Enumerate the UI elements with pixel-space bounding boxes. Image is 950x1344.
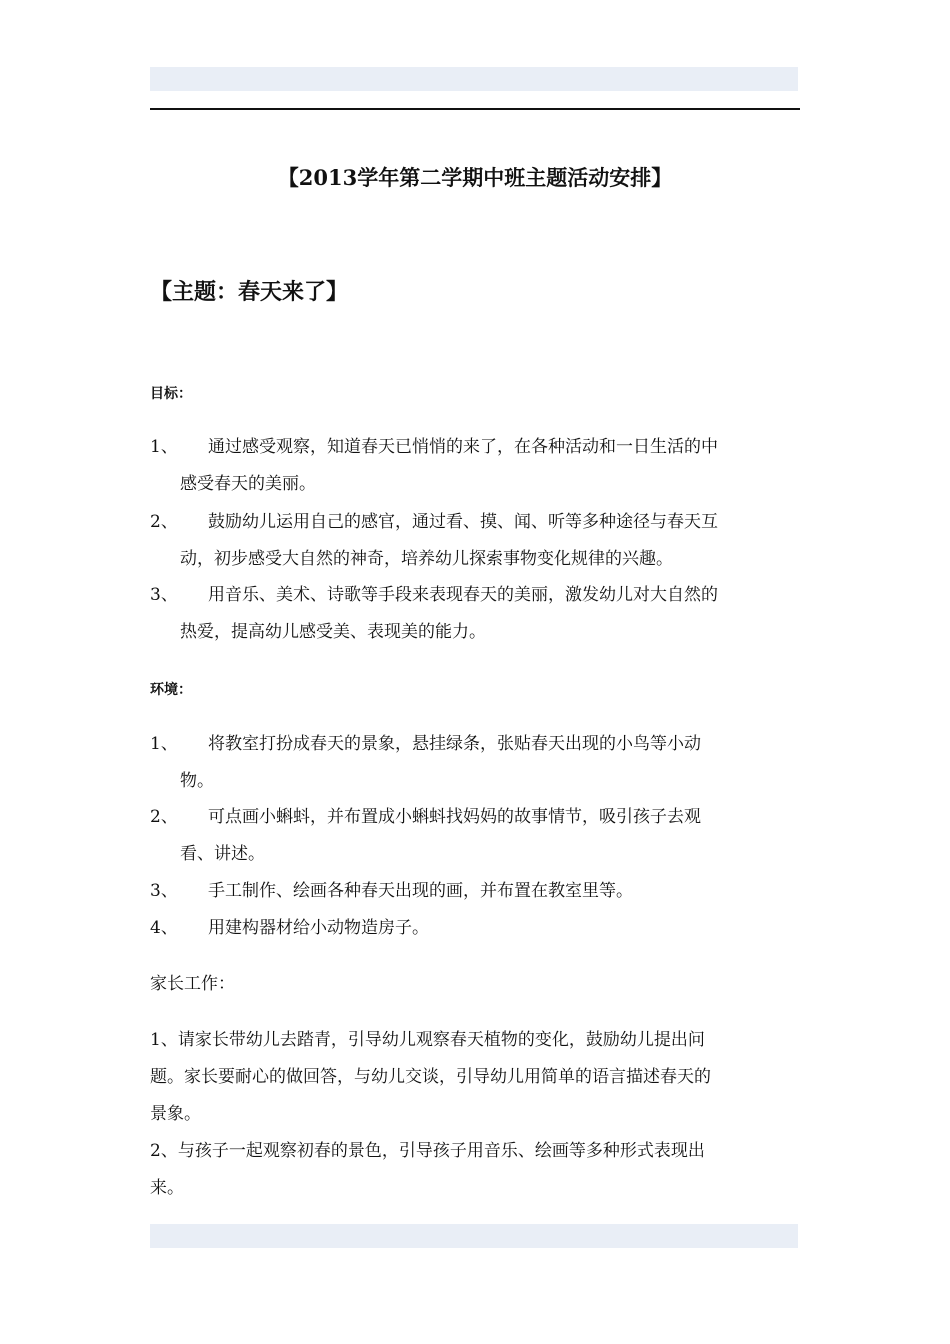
goal-item-text: 用音乐、美术、诗歌等手段来表现春天的美丽，激发幼儿对大自然的	[208, 585, 718, 605]
environment-item-text-continued: 看、讲述。	[180, 844, 265, 864]
parents-label: 家长工作：	[150, 974, 235, 994]
paragraph-line: 题。家长要耐心的做回答，与幼儿交谈，引导幼儿用简单的语言描述春天的	[150, 1067, 711, 1087]
environment-item-number: 3、	[150, 881, 178, 901]
paragraph-line: 景象。	[150, 1104, 201, 1124]
goal-item-text-continued: 感受春天的美丽。	[180, 474, 316, 494]
environment-item	[150, 726, 790, 800]
goal-item-number: 1、	[150, 437, 178, 457]
goal-item-number: 3、	[150, 585, 178, 605]
paragraph-line: 2、与孩子一起观察初春的景色，引导孩子用音乐、绘画等多种形式表现出	[150, 1141, 705, 1161]
goals-label: 目标：	[150, 386, 192, 402]
environment-item-number: 1、	[150, 734, 178, 754]
environment-item-text: 用建构器材给小动物造房子。	[208, 918, 429, 938]
environment-item-text: 将教室打扮成春天的景象，悬挂绿条，张贴春天出现的小鸟等小动	[208, 734, 701, 754]
paragraph-line: 来。	[150, 1178, 184, 1198]
environment-item	[150, 910, 790, 947]
goal-item	[150, 577, 790, 651]
goal-item-number: 2、	[150, 512, 178, 532]
environment-item	[150, 799, 790, 873]
environment-item-number: 2、	[150, 807, 178, 827]
paragraph-line: 1、请家长带幼儿去踏青，引导幼儿观察春天植物的变化，鼓励幼儿提出问	[150, 1030, 705, 1050]
header-band	[150, 67, 798, 91]
theme-title: 【主题：春天来了】	[150, 279, 349, 305]
environment-item-text: 手工制作、绘画各种春天出现的画，并布置在教室里等。	[208, 881, 633, 901]
goal-item	[150, 429, 790, 503]
parents-paragraph	[150, 1133, 800, 1207]
environment-item	[150, 873, 790, 910]
goal-item-text: 鼓励幼儿运用自己的感官，通过看、摸、闻、听等多种途径与春天互	[208, 512, 718, 532]
goal-item-text: 通过感受观察，知道春天已悄悄的来了，在各种活动和一日生活的中	[208, 437, 718, 457]
environment-label: 环境：	[150, 682, 192, 698]
environment-item-text-continued: 物。	[180, 771, 214, 791]
goal-item	[150, 504, 790, 578]
goal-item-text-continued: 动，初步感受大自然的神奇，培养幼儿探索事物变化规律的兴趣。	[180, 549, 673, 569]
environment-item-text: 可点画小蝌蚪，并布置成小蝌蚪找妈妈的故事情节，吸引孩子去观	[208, 807, 701, 827]
environment-item-number: 4、	[150, 918, 178, 938]
parents-paragraph	[150, 1022, 800, 1133]
header-rule	[150, 108, 800, 110]
footer-band	[150, 1224, 798, 1248]
goal-item-text-continued: 热爱，提高幼儿感受美、表现美的能力。	[180, 622, 486, 642]
document-title: 【2013学年第二学期中班主题活动安排】	[277, 165, 673, 190]
